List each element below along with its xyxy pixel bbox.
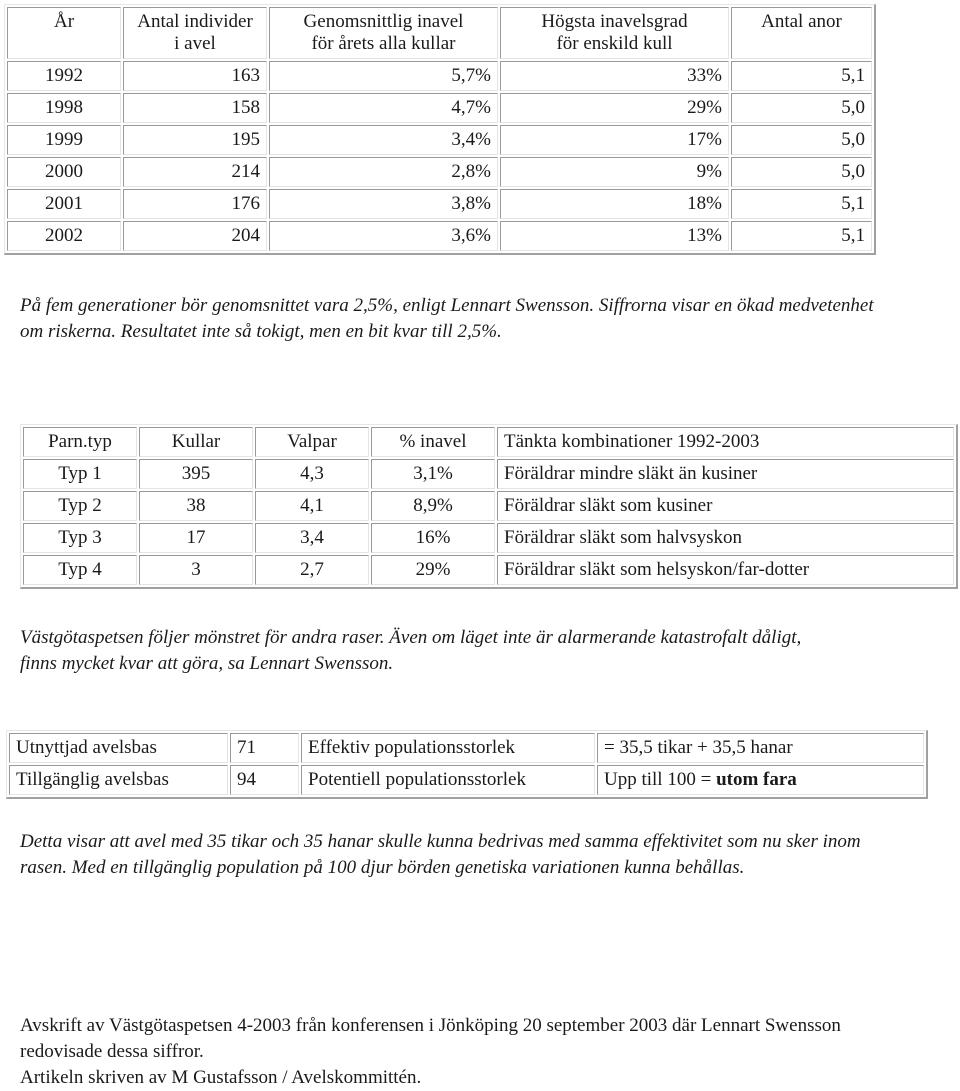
cell-individuals: 163 [123, 61, 267, 91]
inbreeding-comment-paragraph: På fem generationer bör genomsnittet vara 2,5%, enligt Lennart Swensson. Siffrorna visar en ökad medvetenhet om riskerna. Resultatet inte så tokigt, men en bit kvar till 2,5%. [20, 295, 874, 342]
pairing-type-table [20, 424, 958, 589]
cell-combination: Föräldrar mindre släkt än kusiner [497, 459, 954, 489]
header-max-inbreeding: Högsta inavelsgrad för enskild kull [500, 7, 729, 59]
cell-combination: Föräldrar släkt som kusiner [497, 491, 954, 521]
population-limit-text: Upp till 100 = [604, 769, 717, 790]
table-row [7, 61, 872, 91]
cell-max-inbreeding: 9% [500, 157, 729, 187]
header-year: År [7, 7, 121, 59]
cell-ancestors: 5,0 [731, 125, 872, 155]
cell-combination: Föräldrar släkt som helsyskon/far-dotter [497, 555, 954, 585]
cell-max-inbreeding: 13% [500, 221, 729, 251]
cell-inbreeding-percent: 16% [371, 523, 495, 553]
table-row [7, 189, 872, 219]
table-row [9, 765, 924, 795]
cell-combination: Föräldrar släkt som halvsyskon [497, 523, 954, 553]
cell-pairing-type: Typ 3 [23, 523, 137, 553]
cell-individuals: 195 [123, 125, 267, 155]
header-inbreeding-percent: % inavel [371, 427, 495, 457]
table-header-row [23, 427, 954, 457]
header-avg-inbreeding: Genomsnittlig inavel för årets alla kullar [269, 7, 498, 59]
cell-year: 1999 [7, 125, 121, 155]
inbreeding-by-year-table [4, 4, 876, 255]
cell-year: 2001 [7, 189, 121, 219]
header-puppies: Valpar [255, 427, 369, 457]
breed-pattern-paragraph: Västgötaspetsen följer mönstret för andra raser. Även om läget inte är alarmerande katastrofalt dåligt, finns mycket kvar att göra, sa Lennart Swensson. [20, 627, 802, 674]
cell-individuals: 204 [123, 221, 267, 251]
cell-max-inbreeding: 17% [500, 125, 729, 155]
cell-pairing-type: Typ 1 [23, 459, 137, 489]
cell-avg-inbreeding: 5,7% [269, 61, 498, 91]
cell-pairing-type: Typ 4 [23, 555, 137, 585]
breeding-effectiveness-paragraph: Detta visar att avel med 35 tikar och 35 hanar skulle kunna bedrivas med samma effektivitet som nu sker inom rasen. Med en tillgänglig population på 100 djur börden genetiska variationen kunna behållas. [20, 831, 861, 878]
cell-individuals: 158 [123, 93, 267, 123]
table-row [7, 221, 872, 251]
cell-litters: 3 [139, 555, 253, 585]
cell-ancestors: 5,1 [731, 221, 872, 251]
cell-base-label: Tillgänglig avelsbas [9, 765, 228, 795]
not-endangered-text: utom fara [716, 769, 797, 790]
author-note: Artikeln skriven av M Gustafsson / Avelskommittén. [20, 1067, 422, 1088]
cell-population-label: Effektiv populationsstorlek [301, 733, 595, 763]
cell-base-value: 71 [230, 733, 299, 763]
table-header-row [7, 7, 872, 59]
cell-inbreeding-percent: 29% [371, 555, 495, 585]
breeding-base-table [6, 730, 928, 799]
cell-max-inbreeding: 18% [500, 189, 729, 219]
cell-puppies: 4,3 [255, 459, 369, 489]
cell-puppies: 3,4 [255, 523, 369, 553]
table-row [7, 93, 872, 123]
header-pairing-type: Parn.typ [23, 427, 137, 457]
cell-avg-inbreeding: 3,4% [269, 125, 498, 155]
cell-base-label: Utnyttjad avelsbas [9, 733, 228, 763]
cell-ancestors: 5,1 [731, 61, 872, 91]
table-row [23, 491, 954, 521]
header-combinations: Tänkta kombinationer 1992-2003 [497, 427, 954, 457]
cell-max-inbreeding: 29% [500, 93, 729, 123]
table-row [23, 459, 954, 489]
cell-pairing-type: Typ 2 [23, 491, 137, 521]
cell-avg-inbreeding: 3,6% [269, 221, 498, 251]
cell-individuals: 214 [123, 157, 267, 187]
cell-inbreeding-percent: 8,9% [371, 491, 495, 521]
header-litters: Kullar [139, 427, 253, 457]
table-row [7, 125, 872, 155]
cell-year: 1998 [7, 93, 121, 123]
cell-inbreeding-percent: 3,1% [371, 459, 495, 489]
cell-ancestors: 5,0 [731, 93, 872, 123]
source-note: Avskrift av Västgötaspetsen 4-2003 från konferensen i Jönköping 20 september 2003 där Lennart Swensson redovisade dessa siffror. [20, 1015, 841, 1062]
cell-max-inbreeding: 33% [500, 61, 729, 91]
cell-population-label: Potentiell populationsstorlek [301, 765, 595, 795]
cell-puppies: 2,7 [255, 555, 369, 585]
cell-ancestors: 5,0 [731, 157, 872, 187]
cell-litters: 395 [139, 459, 253, 489]
cell-year: 2000 [7, 157, 121, 187]
header-ancestors: Antal anor [731, 7, 872, 59]
table-row [7, 157, 872, 187]
header-individuals: Antal individer i avel [123, 7, 267, 59]
cell-base-value: 94 [230, 765, 299, 795]
cell-avg-inbreeding: 2,8% [269, 157, 498, 187]
table-row [23, 523, 954, 553]
table-row [9, 733, 924, 763]
cell-ancestors: 5,1 [731, 189, 872, 219]
cell-avg-inbreeding: 4,7% [269, 93, 498, 123]
cell-year: 2002 [7, 221, 121, 251]
cell-litters: 17 [139, 523, 253, 553]
cell-individuals: 176 [123, 189, 267, 219]
cell-population-value: = 35,5 tikar + 35,5 hanar [597, 733, 924, 763]
cell-year: 1992 [7, 61, 121, 91]
cell-population-value [597, 765, 924, 795]
cell-puppies: 4,1 [255, 491, 369, 521]
cell-litters: 38 [139, 491, 253, 521]
cell-avg-inbreeding: 3,8% [269, 189, 498, 219]
table-row [23, 555, 954, 585]
